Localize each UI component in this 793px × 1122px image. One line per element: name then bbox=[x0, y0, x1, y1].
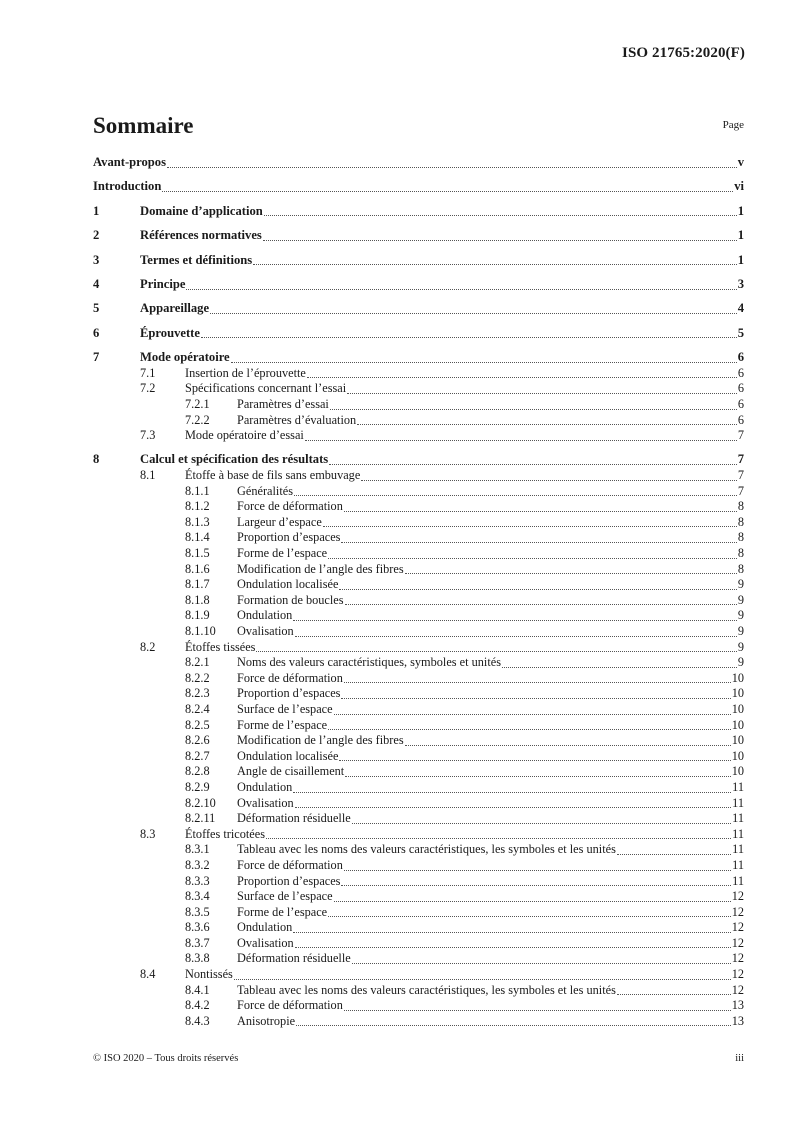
toc-entry-page: 10 bbox=[731, 717, 744, 732]
toc-entry-label: Ovalisation bbox=[237, 935, 294, 950]
toc-entry-label: Force de déformation bbox=[237, 857, 343, 872]
toc-entry-page: 8 bbox=[737, 499, 744, 514]
dot-leader bbox=[263, 239, 737, 241]
dot-leader bbox=[305, 439, 737, 441]
toc-entry-number: 7.2.1 bbox=[185, 396, 210, 411]
toc-entry[interactable] bbox=[93, 780, 744, 796]
toc-entry-page: 6 bbox=[737, 365, 744, 380]
toc-entry-label: Modification de l’angle des fibres bbox=[237, 561, 404, 576]
dot-leader bbox=[405, 572, 737, 574]
toc-entry-number: 8.3.7 bbox=[185, 935, 210, 950]
toc-entry-number: 8.2 bbox=[140, 639, 156, 654]
toc-entry-page: 6 bbox=[737, 396, 744, 411]
toc-entry-number: 8.2.11 bbox=[185, 811, 216, 826]
toc-entry-label: Ondulation localisée bbox=[237, 577, 339, 592]
dot-leader bbox=[617, 853, 731, 855]
dot-leader bbox=[357, 423, 737, 425]
toc-entry-number: 8 bbox=[93, 452, 100, 467]
toc-entry[interactable] bbox=[93, 655, 744, 671]
toc-entry-label: Force de déformation bbox=[237, 499, 343, 514]
toc-entry-label: Anisotropie bbox=[237, 1013, 296, 1028]
toc-entry-page: 1 bbox=[737, 203, 744, 218]
toc-entry[interactable] bbox=[93, 301, 744, 317]
toc-entry[interactable] bbox=[93, 499, 744, 515]
toc-entry-page: 1 bbox=[737, 228, 744, 243]
dot-leader bbox=[345, 603, 737, 605]
toc-entry-number: 7.2 bbox=[140, 381, 156, 396]
toc-entry-number: 1 bbox=[93, 203, 100, 218]
toc-entry-label: Paramètres d’essai bbox=[237, 396, 329, 411]
toc-entry[interactable] bbox=[93, 905, 744, 921]
toc-entry-label: Ondulation bbox=[237, 608, 293, 623]
toc-entry-number: 8.2.3 bbox=[185, 686, 210, 701]
toc-entry[interactable] bbox=[93, 228, 744, 244]
toc-entry-label: Noms des valeurs caractéristiques, symboles et unités bbox=[237, 655, 501, 670]
dot-leader bbox=[234, 978, 731, 980]
toc-entry-label: Avant-propos bbox=[93, 155, 167, 169]
toc-entry-label: Forme de l’espace bbox=[237, 717, 328, 732]
toc-entry-label: Déformation résiduelle bbox=[237, 811, 351, 826]
dot-leader bbox=[344, 681, 731, 683]
toc-entry-number: 8.2.10 bbox=[185, 795, 216, 810]
page-title: Sommaire bbox=[93, 113, 194, 138]
dot-leader bbox=[341, 884, 731, 886]
toc-entry[interactable] bbox=[93, 468, 744, 484]
dot-leader bbox=[361, 479, 737, 481]
toc-entry-label: Modification de l’angle des fibres bbox=[237, 733, 404, 748]
toc-entry[interactable] bbox=[93, 1014, 744, 1030]
toc-entry-page: 9 bbox=[737, 592, 744, 607]
dot-leader bbox=[295, 946, 731, 948]
toc-entry-page: 12 bbox=[731, 889, 744, 904]
toc-entry-page: 11 bbox=[732, 873, 744, 888]
toc-entry-label: Proportion d’espaces bbox=[237, 873, 341, 888]
dot-leader bbox=[231, 361, 737, 363]
dot-leader bbox=[352, 962, 731, 964]
toc-entry[interactable] bbox=[93, 671, 744, 687]
toc-entry[interactable] bbox=[93, 951, 744, 967]
toc-entry-page: 9 bbox=[737, 624, 744, 639]
document-id: ISO 21765:2020(F) bbox=[622, 45, 745, 61]
toc-entry-page: 10 bbox=[731, 670, 744, 685]
toc-entry-label: Proportion d’espaces bbox=[237, 686, 341, 701]
toc-entry-number: 8.4.2 bbox=[185, 998, 210, 1013]
toc-entry-page: 12 bbox=[731, 904, 744, 919]
toc-entry-label: Ondulation localisée bbox=[237, 748, 339, 763]
toc-entry-number: 8.2.4 bbox=[185, 701, 210, 716]
toc-entry-page: 9 bbox=[737, 608, 744, 623]
toc-entry-label: Paramètres d’évaluation bbox=[237, 412, 357, 427]
toc-entry[interactable] bbox=[93, 624, 744, 640]
dot-leader bbox=[186, 288, 736, 290]
toc-entry-page: 6 bbox=[737, 350, 744, 365]
toc-entry-label: Angle de cisaillement bbox=[237, 764, 345, 779]
toc-entry[interactable] bbox=[93, 562, 744, 578]
toc-entry-number: 8.1.4 bbox=[185, 530, 210, 545]
toc-entry-label: Ondulation bbox=[237, 779, 293, 794]
dot-leader bbox=[295, 635, 737, 637]
toc-entry-number: 8.1.10 bbox=[185, 624, 216, 639]
toc-entry-label: Éprouvette bbox=[140, 325, 200, 340]
toc-entry-number: 8.1.3 bbox=[185, 514, 210, 529]
toc-entry[interactable] bbox=[93, 936, 744, 952]
toc-entry-number: 8.3.4 bbox=[185, 889, 210, 904]
dot-leader bbox=[328, 915, 731, 917]
toc-entry[interactable] bbox=[93, 842, 744, 858]
toc-entry-number: 2 bbox=[93, 228, 100, 243]
toc-entry[interactable] bbox=[93, 718, 744, 734]
toc-entry-page: 12 bbox=[731, 982, 744, 997]
toc-entry-page: v bbox=[737, 155, 744, 169]
dot-leader bbox=[296, 1024, 731, 1026]
toc-entry[interactable] bbox=[93, 827, 744, 843]
toc-entry-number: 8.2.7 bbox=[185, 748, 210, 763]
toc-entry[interactable] bbox=[93, 686, 744, 702]
toc-entry[interactable] bbox=[93, 253, 744, 269]
dot-leader bbox=[502, 666, 737, 668]
toc-entry-number: 7.1 bbox=[140, 365, 156, 380]
toc-entry[interactable] bbox=[93, 749, 744, 765]
toc-entry-number: 7.3 bbox=[140, 428, 156, 443]
toc-entry-page: 10 bbox=[731, 686, 744, 701]
toc-entry-label: Tableau avec les noms des valeurs caractéristiques, les symboles et les unités bbox=[237, 842, 616, 857]
toc-entry-page: 5 bbox=[737, 325, 744, 340]
toc-entry[interactable] bbox=[93, 920, 744, 936]
toc-entry-number: 8.2.5 bbox=[185, 717, 210, 732]
dot-leader bbox=[352, 822, 731, 824]
toc-entry-page: 12 bbox=[731, 920, 744, 935]
dot-leader bbox=[307, 376, 737, 378]
toc-entry-number: 8.3.6 bbox=[185, 920, 210, 935]
toc-entry-label: Calcul et spécification des résultats bbox=[140, 452, 329, 467]
toc-entry-number: 8.3.5 bbox=[185, 904, 210, 919]
dot-leader bbox=[344, 510, 737, 512]
toc-entry-number: 8.1.5 bbox=[185, 546, 210, 561]
toc-entry-page: 11 bbox=[732, 857, 744, 872]
toc-entry-page: 8 bbox=[737, 530, 744, 545]
toc-entry-page: 11 bbox=[732, 842, 744, 857]
dot-leader bbox=[617, 993, 731, 995]
toc-entry-page: 12 bbox=[731, 951, 744, 966]
toc-entry-number: 3 bbox=[93, 252, 100, 267]
toc-entry-label: Proportion d’espaces bbox=[237, 530, 341, 545]
toc-entry-number: 8.2.9 bbox=[185, 779, 210, 794]
toc-entry-label: Force de déformation bbox=[237, 998, 343, 1013]
toc-entry[interactable] bbox=[93, 577, 744, 593]
toc-entry-number: 8.3.1 bbox=[185, 842, 210, 857]
dot-leader bbox=[201, 336, 737, 338]
dot-leader bbox=[345, 775, 730, 777]
table-of-contents bbox=[93, 155, 744, 1038]
toc-entry-number: 8.2.6 bbox=[185, 733, 210, 748]
toc-entry-page: 10 bbox=[731, 764, 744, 779]
toc-entry-page: 7 bbox=[737, 452, 744, 467]
toc-entry[interactable] bbox=[93, 428, 744, 444]
toc-entry-label: Ondulation bbox=[237, 920, 293, 935]
dot-leader bbox=[347, 392, 737, 394]
toc-entry-page: 11 bbox=[732, 795, 744, 810]
toc-entry-number: 8.3 bbox=[140, 826, 156, 841]
toc-entry[interactable] bbox=[93, 967, 744, 983]
dot-leader bbox=[328, 728, 731, 730]
toc-entry[interactable] bbox=[93, 413, 744, 429]
toc-entry[interactable] bbox=[93, 515, 744, 531]
toc-entry-number: 8.1.8 bbox=[185, 592, 210, 607]
toc-entry[interactable] bbox=[93, 608, 744, 624]
toc-entry-label: Principe bbox=[140, 276, 186, 291]
toc-entry-number: 8.2.2 bbox=[185, 670, 210, 685]
dot-leader bbox=[253, 263, 737, 265]
toc-entry[interactable] bbox=[93, 858, 744, 874]
toc-entry-page: 13 bbox=[731, 1013, 744, 1028]
toc-entry-number: 8.1 bbox=[140, 468, 156, 483]
toc-entry-label: Spécifications concernant l’essai bbox=[185, 381, 347, 396]
toc-entry-number: 8.1.9 bbox=[185, 608, 210, 623]
dot-leader bbox=[266, 837, 731, 839]
toc-entry-page: 11 bbox=[732, 779, 744, 794]
toc-entry-page: 11 bbox=[732, 826, 744, 841]
toc-entry-label: Introduction bbox=[93, 179, 162, 194]
toc-entry-page: 6 bbox=[737, 412, 744, 427]
dot-leader bbox=[256, 650, 736, 652]
toc-entry-number: 8.1.2 bbox=[185, 499, 210, 514]
toc-entry-label: Surface de l’espace bbox=[237, 889, 333, 904]
toc-entry-number: 8.1.7 bbox=[185, 577, 210, 592]
toc-entry-label: Forme de l’espace bbox=[237, 546, 328, 561]
toc-entry-label: Étoffe à base de fils sans embuvage bbox=[185, 468, 361, 483]
toc-entry-label: Nontissés bbox=[185, 967, 233, 982]
toc-entry[interactable] bbox=[93, 530, 744, 546]
dot-leader bbox=[293, 619, 737, 621]
toc-entry-number: 8.4.3 bbox=[185, 1013, 210, 1028]
toc-entry-page: vi bbox=[734, 179, 744, 194]
toc-entry-label: Formation de boucles bbox=[237, 592, 344, 607]
toc-entry-number: 7 bbox=[93, 350, 100, 365]
toc-entry-page: 6 bbox=[737, 381, 744, 396]
toc-entry-page: 9 bbox=[737, 639, 744, 654]
toc-entry-number: 6 bbox=[93, 325, 100, 340]
toc-entry[interactable] bbox=[93, 796, 744, 812]
toc-entry-number: 8.4.1 bbox=[185, 982, 210, 997]
toc-entry-page: 1 bbox=[737, 252, 744, 267]
toc-entry[interactable] bbox=[93, 998, 744, 1014]
toc-entry-page: 12 bbox=[731, 935, 744, 950]
toc-entry-label: Ovalisation bbox=[237, 795, 294, 810]
toc-entry-page: 12 bbox=[731, 967, 744, 982]
dot-leader bbox=[339, 759, 730, 761]
toc-entry[interactable] bbox=[93, 204, 744, 220]
toc-entry[interactable] bbox=[93, 452, 744, 468]
toc-entry-number: 8.3.8 bbox=[185, 951, 210, 966]
toc-entry-number: 4 bbox=[93, 276, 100, 291]
toc-entry[interactable] bbox=[93, 889, 744, 905]
toc-entry[interactable] bbox=[93, 381, 744, 397]
toc-entry[interactable] bbox=[93, 874, 744, 890]
toc-entry[interactable] bbox=[93, 326, 744, 342]
dot-leader bbox=[162, 190, 733, 192]
toc-entry-page: 10 bbox=[731, 748, 744, 763]
toc-entry-page: 3 bbox=[737, 276, 744, 291]
toc-entry-page: 11 bbox=[732, 811, 744, 826]
toc-entry-label: Ovalisation bbox=[237, 624, 294, 639]
toc-entry-label: Appareillage bbox=[140, 301, 210, 316]
toc-entry-number: 8.3.2 bbox=[185, 857, 210, 872]
toc-entry-page: 9 bbox=[737, 577, 744, 592]
toc-entry-page: 7 bbox=[737, 483, 744, 498]
toc-entry-page: 10 bbox=[731, 733, 744, 748]
toc-entry[interactable] bbox=[93, 733, 744, 749]
toc-entry-label: Largeur d’espace bbox=[237, 514, 322, 529]
toc-entry-label: Étoffes tissées bbox=[185, 639, 256, 654]
toc-entry-page: 8 bbox=[737, 561, 744, 576]
toc-entry[interactable] bbox=[93, 155, 744, 171]
toc-entry[interactable] bbox=[93, 593, 744, 609]
toc-entry-label: Forme de l’espace bbox=[237, 904, 328, 919]
toc-entry-page: 10 bbox=[731, 701, 744, 716]
toc-entry-number: 5 bbox=[93, 301, 100, 316]
footer-copyright: © ISO 2020 – Tous droits réservés bbox=[93, 1053, 239, 1064]
toc-entry[interactable] bbox=[93, 179, 744, 195]
toc-entry[interactable] bbox=[93, 350, 744, 366]
toc-entry-page: 7 bbox=[737, 428, 744, 443]
dot-leader bbox=[323, 525, 737, 527]
toc-entry-page: 9 bbox=[737, 655, 744, 670]
toc-entry-label: Insertion de l’éprouvette bbox=[185, 365, 306, 380]
toc-entry-label: Déformation résiduelle bbox=[237, 951, 351, 966]
toc-entry[interactable] bbox=[93, 546, 744, 562]
dot-leader bbox=[328, 557, 737, 559]
dot-leader bbox=[339, 588, 736, 590]
page-column-label: Page bbox=[722, 119, 744, 131]
dot-leader bbox=[334, 900, 731, 902]
toc-entry-label: Tableau avec les noms des valeurs caractéristiques, les symboles et les unités bbox=[237, 982, 616, 997]
toc-entry-number: 8.1.1 bbox=[185, 483, 210, 498]
toc-entry[interactable] bbox=[93, 484, 744, 500]
dot-leader bbox=[330, 408, 737, 410]
dot-leader bbox=[295, 806, 731, 808]
toc-entry[interactable] bbox=[93, 366, 744, 382]
dot-leader bbox=[264, 214, 737, 216]
toc-entry-label: Mode opératoire d’essai bbox=[185, 428, 304, 443]
toc-entry-label: Généralités bbox=[237, 483, 293, 498]
toc-entry-number: 8.2.8 bbox=[185, 764, 210, 779]
toc-entry-label: Termes et définitions bbox=[140, 252, 253, 267]
toc-entry-number: 8.3.3 bbox=[185, 873, 210, 888]
toc-entry-label: Force de déformation bbox=[237, 670, 343, 685]
toc-entry[interactable] bbox=[93, 811, 744, 827]
toc-entry-label: Références normatives bbox=[140, 228, 262, 243]
toc-entry-label: Domaine d’application bbox=[140, 203, 263, 218]
toc-entry[interactable] bbox=[93, 277, 744, 293]
dot-leader bbox=[293, 791, 731, 793]
toc-entry-number: 8.4 bbox=[140, 967, 156, 982]
toc-entry[interactable] bbox=[93, 640, 744, 656]
toc-entry[interactable] bbox=[93, 397, 744, 413]
dot-leader bbox=[405, 744, 731, 746]
toc-entry-number: 7.2.2 bbox=[185, 412, 210, 427]
dot-leader bbox=[294, 494, 737, 496]
toc-entry-page: 8 bbox=[737, 546, 744, 561]
dot-leader bbox=[341, 541, 736, 543]
dot-leader bbox=[210, 312, 737, 314]
toc-entry-number: 8.1.6 bbox=[185, 561, 210, 576]
dot-leader bbox=[341, 697, 730, 699]
dot-leader bbox=[293, 931, 730, 933]
toc-entry-label: Surface de l’espace bbox=[237, 701, 333, 716]
footer-page-number: iii bbox=[735, 1053, 744, 1064]
toc-entry-label: Mode opératoire bbox=[140, 350, 230, 365]
toc-entry-label: Étoffes tricotées bbox=[185, 826, 266, 841]
toc-entry[interactable] bbox=[93, 764, 744, 780]
dot-leader bbox=[329, 463, 737, 465]
toc-entry-page: 8 bbox=[737, 514, 744, 529]
toc-entry-number: 8.2.1 bbox=[185, 655, 210, 670]
toc-entry-page: 13 bbox=[731, 998, 744, 1013]
dot-leader bbox=[334, 713, 731, 715]
dot-leader bbox=[167, 166, 737, 168]
dot-leader bbox=[344, 869, 731, 871]
dot-leader bbox=[344, 1009, 731, 1011]
toc-entry-page: 7 bbox=[737, 468, 744, 483]
toc-entry-page: 4 bbox=[737, 301, 744, 316]
toc-entry[interactable] bbox=[93, 983, 744, 999]
toc-entry[interactable] bbox=[93, 702, 744, 718]
